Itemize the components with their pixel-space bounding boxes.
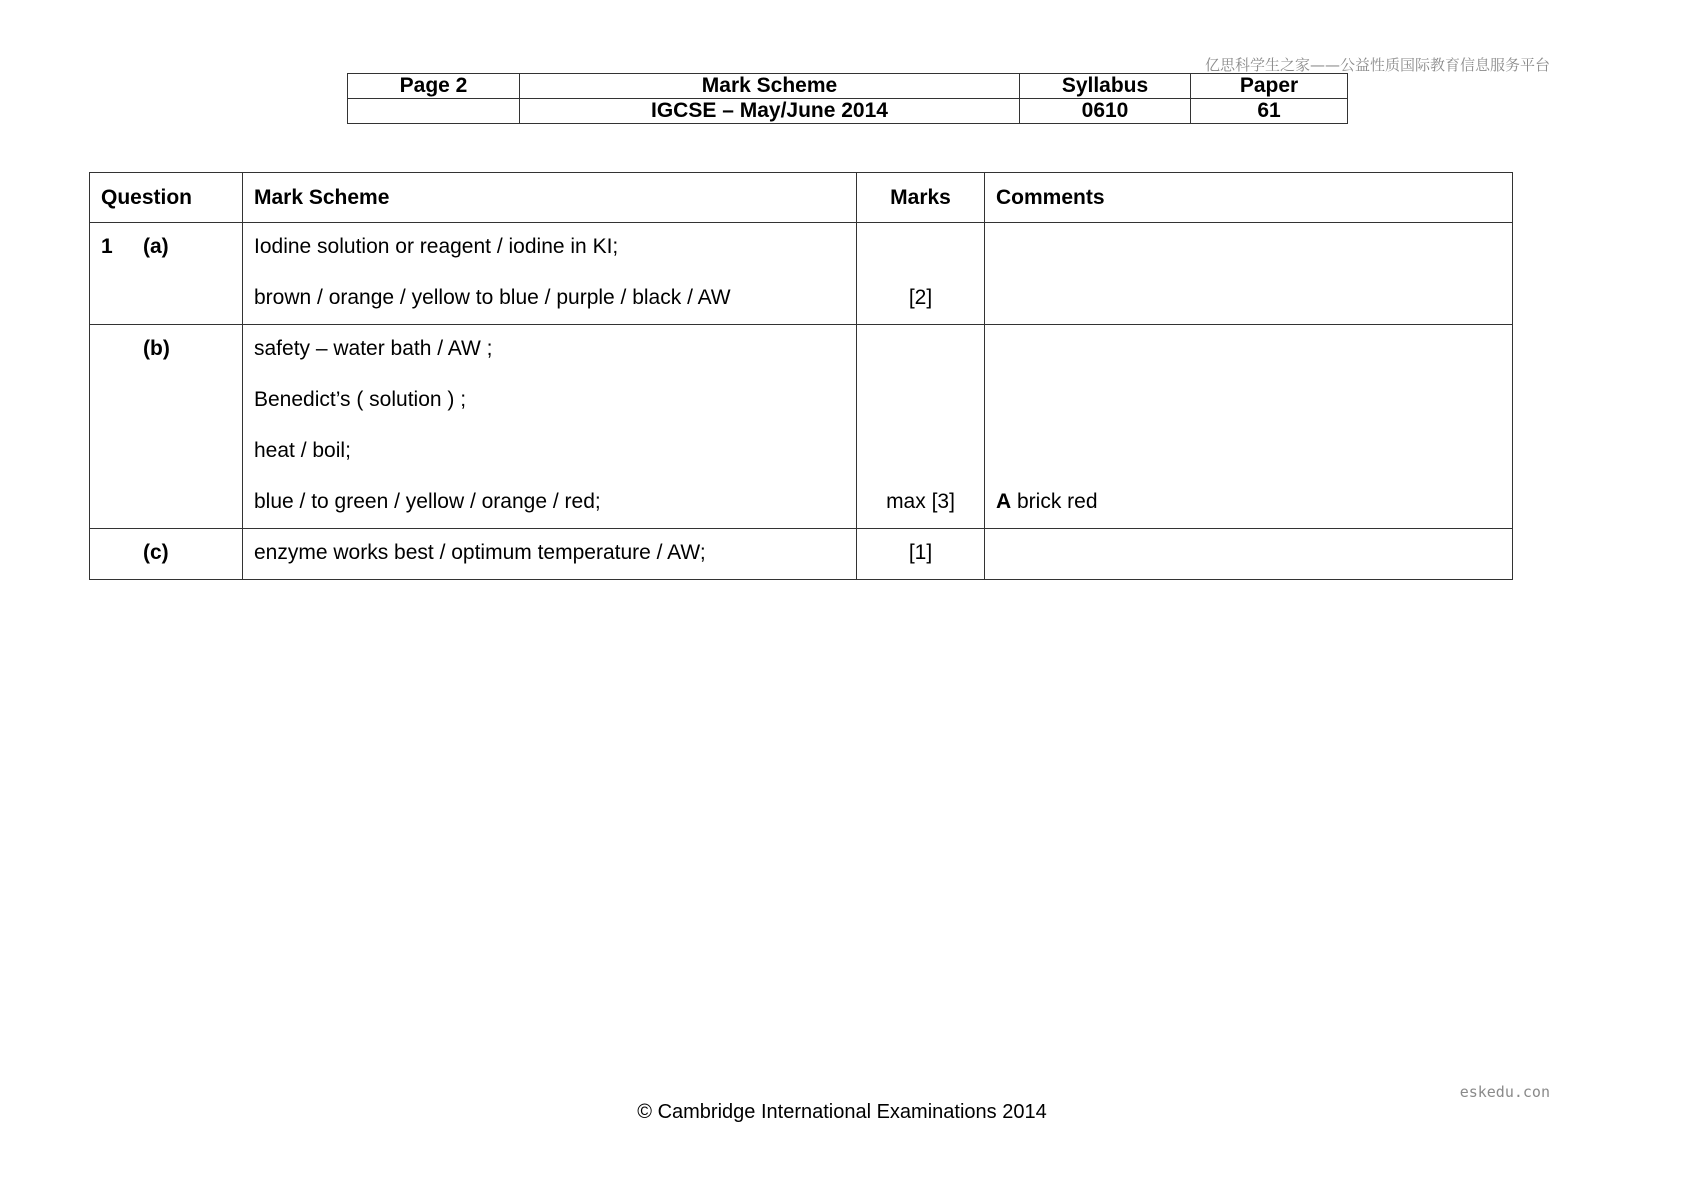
copyright-footer: © Cambridge International Examinations 2014	[637, 1101, 1047, 1123]
syllabus-value: 0610	[1020, 99, 1191, 124]
title-label: Mark Scheme	[520, 74, 1020, 99]
scheme-cell	[243, 529, 857, 580]
scheme-line: brown / orange / yellow to blue / purple / black / AW	[254, 286, 731, 309]
scheme-line: Benedict’s ( solution ) ;	[254, 388, 467, 411]
marks-value: max [3]	[886, 490, 955, 513]
scheme-line: blue / to green / yellow / orange / red;	[254, 490, 601, 513]
comment-text: brick red	[1011, 490, 1098, 513]
question-part: (c)	[143, 541, 169, 564]
comment-bold: A	[996, 490, 1012, 513]
title-value: IGCSE – May/June 2014	[520, 99, 1020, 124]
column-header-row	[90, 173, 1513, 223]
table-row	[90, 325, 1513, 529]
column-header-question: Question	[90, 173, 243, 223]
scheme-line: enzyme works best / optimum temperature / AW;	[254, 541, 706, 564]
watermark-top: 亿思科学生之家——公益性质国际教育信息服务平台	[1204, 56, 1550, 74]
marks-cell	[857, 529, 985, 580]
scheme-line: heat / boil;	[254, 439, 351, 462]
question-cell	[90, 529, 243, 580]
table-row	[90, 529, 1513, 580]
question-cell	[90, 325, 243, 529]
mark-scheme-table	[89, 172, 1513, 580]
marks-cell	[857, 325, 985, 529]
question-part: (b)	[143, 337, 170, 360]
column-header-comments: Comments	[985, 173, 1513, 223]
comments-cell	[985, 529, 1513, 580]
watermark-bottom: eskedu.con	[1459, 1083, 1550, 1101]
question-number: 1	[101, 235, 113, 258]
marks-value: [1]	[908, 541, 933, 564]
comments-cell	[985, 325, 1513, 529]
scheme-cell	[243, 223, 857, 325]
paper-value: 61	[1191, 99, 1348, 124]
scheme-cell	[243, 325, 857, 529]
header-values-row	[348, 99, 1348, 124]
question-cell	[90, 223, 243, 325]
question-part: (a)	[143, 235, 169, 258]
marks-value: [2]	[908, 286, 933, 309]
page-header-table	[347, 73, 1348, 124]
column-header-marks: Marks	[857, 173, 985, 223]
comments-cell	[985, 223, 1513, 325]
header-labels-row	[348, 74, 1348, 99]
page-label: Page 2	[348, 74, 520, 99]
scheme-line: safety – water bath / AW ;	[254, 337, 493, 360]
scheme-line: Iodine solution or reagent / iodine in KI;	[254, 235, 619, 258]
paper-label: Paper	[1191, 74, 1348, 99]
syllabus-label: Syllabus	[1020, 74, 1191, 99]
column-header-scheme: Mark Scheme	[243, 173, 857, 223]
page-value	[348, 99, 520, 124]
marks-cell	[857, 223, 985, 325]
table-row	[90, 223, 1513, 325]
